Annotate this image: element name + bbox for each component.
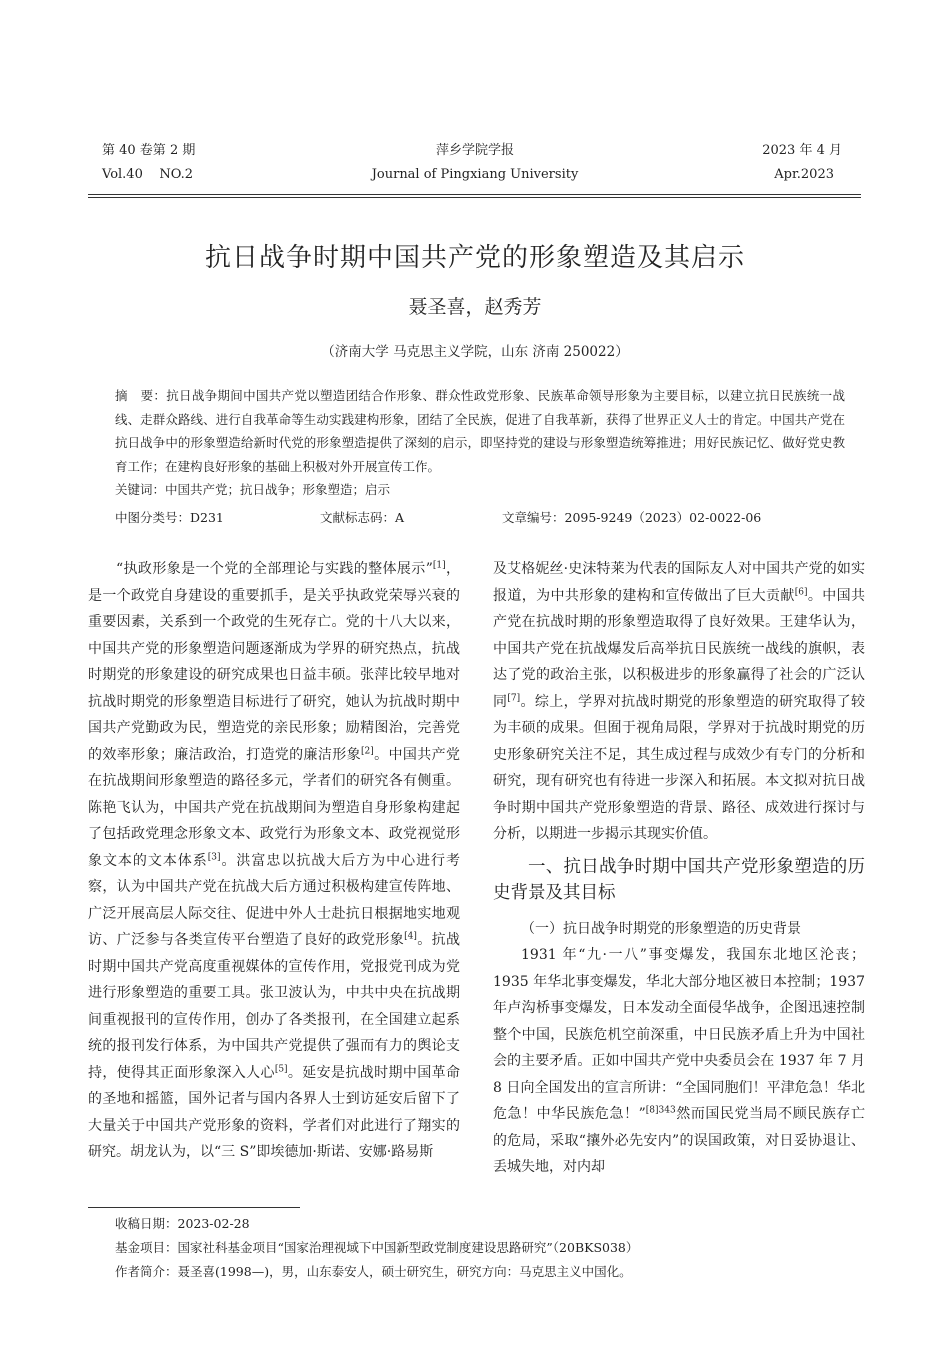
date-en: Apr.2023	[774, 167, 834, 182]
abstract-block	[115, 384, 845, 502]
journal-name-cn: 萍乡学院学报	[435, 143, 514, 158]
citation-7[interactable]: [7]	[507, 692, 521, 703]
footnote-rule	[88, 1207, 300, 1208]
citation-2[interactable]: [2]	[361, 745, 374, 756]
volume-issue-en: Vol.40 NO.2	[102, 167, 194, 182]
citation-8[interactable]: [8]343	[645, 1105, 676, 1116]
paragraph-intro: “执政形象是一个党的全部理论与实践的整体展示”[1]，是一个政党自身建设的重要抓手，是关乎执政党荣辱兴衰的重要因素，关系到一个政党的生死存亡。党的十八大以来，中国共产党的形象塑造问题逐渐成为学界的研究热点，抗战时期党的形象建设的研究成果也日益丰硕。张萍比较早地对抗战时期党的形象塑造目标进行了研究，她认为抗战时期中国共产党勤政为民，塑造党的亲民形象；励精图治，完善党的效率形象；廉洁政治，打造党的廉洁形象[2]。中国共产党在抗战期间形象塑造的路径多元，学者们的研究各有侧重。陈艳飞认为，中国共产党在抗战期间为塑造自身形象构建起了包括政党理念形象文本、政党行为形象文本、政党视觉形象文本的文本体系[3]。洪富忠以抗战大后方为中心进行考察，认为中国共产党在抗战大后方通过积极构建宣传阵地、广泛开展高层人际交往、促进中外人士赴抗日根据地实地观访、广泛参与各类宣传平台塑造了良好的政党形象[4]。抗战时期中国共产党高度重视媒体的宣传作用，党报党刊成为党进行形象塑造的重要工具。张卫波认为，中共中央在抗战期间重视报刊的宣传作用，创办了各类报刊，在全国建立起系统的报刊发行体系，为中国共产党提供了强而有力的舆论支持，使得其正面形象深入人心[5]。延安是抗战时期中国革命的圣地和摇篮，国外记者与国内各界人士到访延安后留下了大量关于中国共产党形象的资料，学者们对此进行了翔实的研究。胡龙认为，以“三 S”即埃德加·斯诺、安娜·路易斯	[88, 560, 461, 1160]
citation-5[interactable]: [5]	[274, 1063, 288, 1074]
article-authors: 聂圣喜，赵秀芳	[408, 296, 542, 318]
footnote-fund: 基金项目：国家社科基金项目“国家治理视域下中国新型政党制度建设思路研究”（20BKS038）	[115, 1240, 639, 1255]
section-heading-1: 一、抗日战争时期中国共产党形象塑造的历史背景及其目标	[493, 856, 865, 903]
header-rule-bottom	[88, 197, 861, 198]
citation-4[interactable]: [4]	[404, 931, 417, 942]
abstract-text: 摘 要：抗日战争期间中国共产党以塑造团结合作形象、群众性政党形象、民族革命领导形象为主要目标，以建立抗日民族统一战线、走群众路线、进行自我革命等生动实践建构形象，团结了全民族，促进了自我革新，获得了世界正义人士的肯定。中国共产党在抗日战争中的形象塑造给新时代党的形象塑造提供了深刻的启示，即坚持党的建设与形象塑造统筹推进；用好民族记忆、做好党史教育工作；在建构良好形象的基础上积极对外开展宣传工作。	[115, 388, 845, 474]
paragraph-background: 1931 年“九·一八”事变爆发，我国东北地区沦丧；1935 年华北事变爆发，华北大部分地区被日本控制；1937 年卢沟桥事变爆发，日本发动全面侵华战争，企图迅速控制整个中国，民族危机空前深重，中日民族矛盾上升为中国社会的主要矛盾。正如中国共产党中央委员会在 1937 年 7 月 8 日向全国发出的宣言所讲：“全国同胞们！平津危急！华北危急！中华民族危急！”$^{[8]343}$然而国民党当局不顾民族存亡的危局，采取“攘外必先安内”的误国政策，对日妥协退让、丢城失地，对内却	[493, 947, 865, 1175]
citation-3[interactable]: [3]	[207, 851, 221, 862]
body-column-left	[88, 556, 460, 1166]
footnote-author-bio: 作者简介：聂圣喜(1998—)，男，山东泰安人，硕士研究生，研究方向：马克思主义中国化。	[115, 1264, 632, 1279]
keywords: 关键词：中国共产党；抗日战争；形象塑造；启示	[115, 482, 391, 497]
journal-name-en: Journal of Pingxiang University	[371, 167, 579, 182]
body-column-right	[493, 556, 865, 1181]
citation-1[interactable]: [1]	[432, 560, 446, 571]
document-code: 文献标志码：A	[320, 510, 405, 525]
class-number: 中图分类号：D231	[115, 510, 224, 525]
volume-issue-cn: 第 40 卷第 2 期	[102, 143, 196, 158]
article-number: 文章编号：2095-9249（2023）02-0022-06	[502, 510, 762, 525]
subsection-heading-1: （一）抗日战争时期党的形象塑造的历史背景	[521, 920, 801, 937]
author-affiliation: （济南大学 马克思主义学院，山东 济南 250022）	[321, 344, 629, 360]
header-rule-top	[88, 194, 861, 195]
paragraph-intro-continued: 及艾格妮丝·史沫特莱为代表的国际友人对中国共产党的如实报道，为中共形象的建构和宣传做出了巨大贡献[6]。中国共产党在抗战时期的形象塑造取得了良好效果。王建华认为，中国共产党在抗战爆发后高举抗日民族统一战线的旗帜，表达了党的政治主张，以积极进步的形象赢得了社会的广泛认同[7]。综上，学界对抗战时期党的形象塑造的研究取得了较为丰硕的成果。但囿于视角局限，学界对于抗战时期党的历史形象研究关注不足，其生成过程与成效少有专门的分析和研究，现有研究也有待进一步深入和拓展。本文拟对抗日战争时期中国共产党形象塑造的背景、路径、成效进行探讨与分析，以期进一步揭示其现实价值。	[493, 561, 866, 842]
citation-6[interactable]: [6]	[794, 586, 808, 597]
date-cn: 2023 年 4 月	[762, 143, 842, 158]
footnote-received-date: 收稿日期：2023-02-28	[115, 1216, 250, 1231]
article-title: 抗日战争时期中国共产党的形象塑造及其启示	[204, 243, 745, 273]
